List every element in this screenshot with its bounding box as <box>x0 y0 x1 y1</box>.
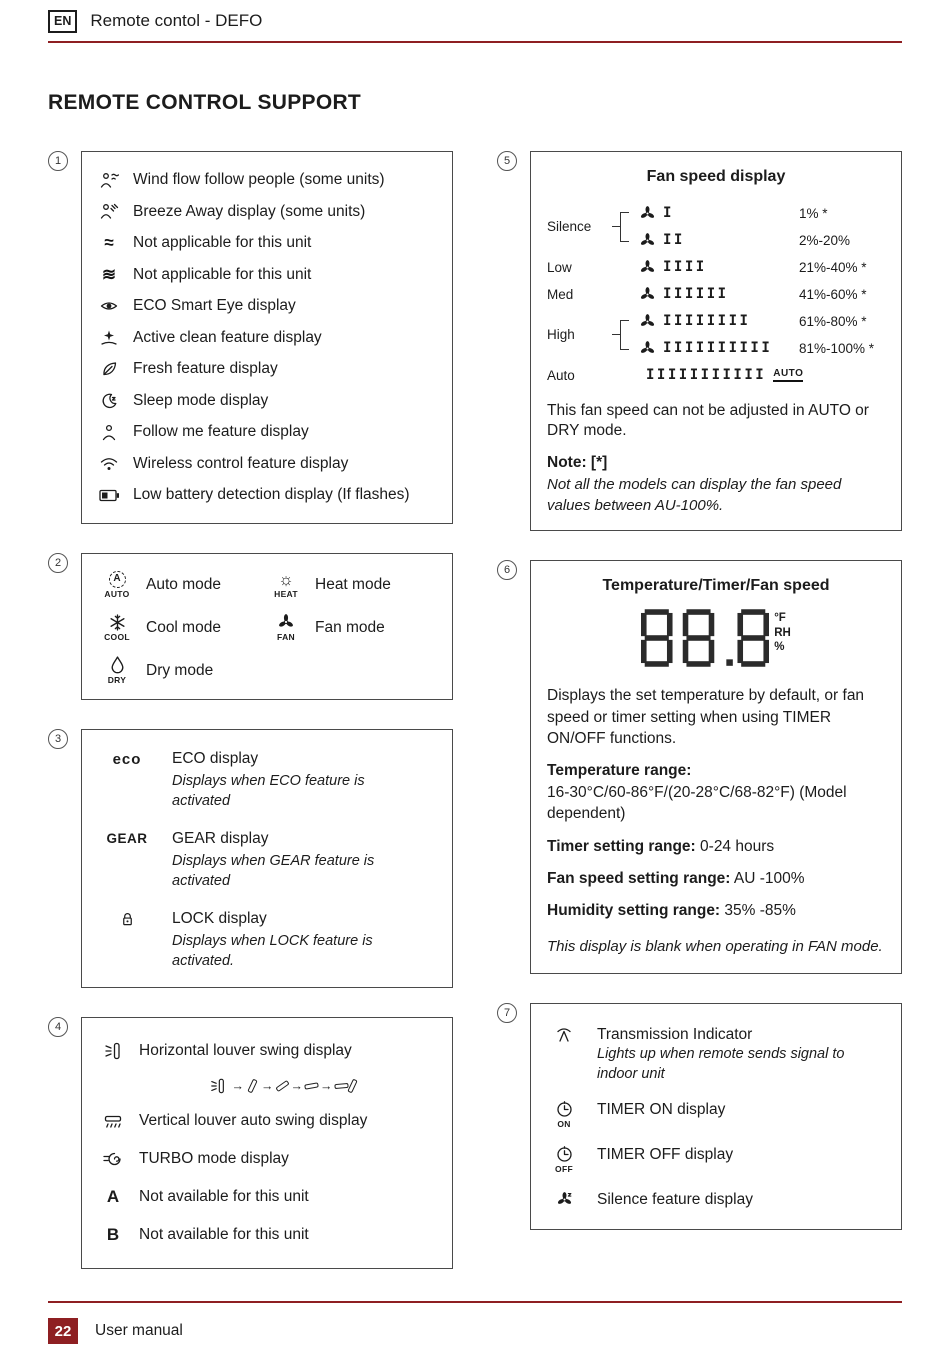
unit-rh: RH <box>774 626 791 639</box>
timer-range: Timer setting range: 0-24 hours <box>547 837 775 855</box>
auto-letter: A <box>109 571 126 588</box>
list-item <box>96 910 438 971</box>
feature-description: Displays when LOCK feature is activated. <box>172 933 373 969</box>
breeze-away-icon <box>94 203 124 220</box>
display-description: Displays the set temperature by default, or fan speed or timer setting when using TIMER ON/OFF functions. <box>547 687 865 748</box>
feature-label: Low battery detection display (If flashes) <box>133 486 410 504</box>
fan-speed-note: This fan speed can not be adjusted in AUTO or DRY mode. <box>547 401 869 440</box>
list-item <box>94 480 438 512</box>
triple-wave-icon: ≋ <box>101 264 117 284</box>
note-italic: Not all the models can display the fan speed values between AU-100%. <box>547 476 842 515</box>
mode-item <box>100 652 269 689</box>
list-item <box>94 291 438 323</box>
auto-indicator: AUTO <box>773 368 803 382</box>
section-number-badge: 1 <box>48 151 68 171</box>
list-item <box>94 417 438 449</box>
gear-text-icon: GEAR <box>106 831 148 846</box>
fan-icon <box>639 340 656 357</box>
range-label: 2%-20% <box>799 232 851 248</box>
section-2 <box>48 553 453 700</box>
louver-swing-box <box>81 1017 453 1269</box>
mode-item <box>269 566 438 603</box>
group-label: Auto <box>547 367 575 383</box>
feature-label: Sleep mode display <box>133 391 269 409</box>
auto-mode-icon: A AUTO <box>100 571 134 599</box>
section-1 <box>48 151 453 525</box>
silence-feature-icon <box>547 1191 581 1208</box>
fan-speed-box <box>530 151 902 532</box>
unit-percent: % <box>774 641 785 654</box>
note-label: Note: [*] <box>547 454 608 472</box>
section-4 <box>48 1017 453 1269</box>
speed-bars: IIII <box>663 259 707 275</box>
feature-title: Transmission Indicator <box>597 1025 753 1043</box>
fan-speed-row <box>629 335 799 362</box>
section-number-badge: 7 <box>497 1003 517 1023</box>
indicator-box <box>530 1003 902 1230</box>
feature-label: Not applicable for this unit <box>133 265 312 283</box>
list-item <box>94 165 438 197</box>
feature-label: Wind flow follow people (some units) <box>133 171 385 189</box>
speed-bars: IIIIIIIIIII <box>646 367 767 383</box>
speed-bars: II <box>663 232 685 248</box>
speed-bars: IIIIII <box>663 286 729 302</box>
section-6 <box>497 560 902 973</box>
lcd-display <box>547 609 885 667</box>
list-item <box>547 1026 885 1084</box>
feature-label: Not available for this unit <box>139 1188 309 1205</box>
arrow-icon: → <box>231 1079 244 1093</box>
louver-flap-icon <box>347 1079 357 1094</box>
feature-title: ECO display <box>172 750 259 767</box>
feature-label: Horizontal louver swing display <box>139 1042 352 1059</box>
speed-bars: IIIIIIIIII <box>663 340 773 356</box>
page-number: 22 <box>48 1318 78 1344</box>
group-label: Med <box>547 286 574 302</box>
list-item <box>94 448 438 480</box>
feature-title: GEAR display <box>172 830 269 847</box>
list-item <box>96 830 438 891</box>
fan-icon <box>639 232 656 249</box>
section-3 <box>48 729 453 988</box>
feature-description: Displays when ECO feature is activated <box>172 773 365 809</box>
fan-speed-row <box>629 227 799 254</box>
temperature-display-box <box>530 560 902 973</box>
fan-mode-icon: FAN <box>269 613 303 642</box>
mode-item <box>269 609 438 646</box>
fan-speed-row <box>629 308 799 335</box>
section-7 <box>497 1003 902 1230</box>
feature-label: Active clean feature display <box>133 328 322 346</box>
eco-text-icon: eco <box>112 751 142 768</box>
feature-title: TIMER OFF display <box>597 1145 734 1163</box>
fan-speed-row <box>629 254 799 281</box>
louver-flap-icon <box>247 1079 257 1094</box>
list-item <box>94 196 438 228</box>
mode-item <box>100 609 269 646</box>
feature-label: Not available for this unit <box>139 1226 309 1243</box>
page-title: REMOTE CONTROL SUPPORT <box>48 90 362 114</box>
page-header <box>48 0 902 43</box>
list-item <box>98 1140 438 1178</box>
feature-label: Not applicable for this unit <box>133 234 312 252</box>
right-column <box>497 151 902 1299</box>
feature-label: Fresh feature display <box>133 360 278 378</box>
list-item <box>547 1191 885 1209</box>
box-title: Fan speed display <box>646 167 786 185</box>
fan-mode-footnote: This display is blank when operating in FAN mode. <box>547 937 883 955</box>
list-item <box>547 1101 885 1129</box>
feature-label: Wireless control feature display <box>133 454 349 472</box>
section-number-badge: 6 <box>497 560 517 580</box>
feature-label: Breeze Away display (some units) <box>133 202 366 220</box>
list-item <box>98 1178 438 1216</box>
mode-label: Fan mode <box>315 618 385 636</box>
vertical-louver-swing-icon <box>98 1113 128 1130</box>
unit-fahrenheit: °F <box>774 612 786 625</box>
feature-title: LOCK display <box>172 910 267 927</box>
letter-a-icon: A <box>106 1187 120 1206</box>
letter-b-icon: B <box>106 1225 120 1244</box>
feature-description: Lights up when remote sends signal to indoor unit <box>597 1045 845 1082</box>
arrow-icon: → <box>320 1079 333 1093</box>
louver-flap-icon <box>275 1080 289 1092</box>
feature-icons-box <box>81 151 453 525</box>
turbo-icon <box>98 1151 128 1167</box>
fan-speed-row <box>629 362 804 389</box>
range-label <box>799 362 885 389</box>
low-battery-icon <box>94 489 124 502</box>
double-wave-icon: ≈ <box>104 233 114 253</box>
fan-speed-row <box>629 281 799 308</box>
mode-icons-box <box>81 553 453 700</box>
wind-flow-follow-people-icon <box>94 172 124 189</box>
fan-icon <box>639 313 656 330</box>
humidity-range: Humidity setting range: 35% -85% <box>547 902 796 920</box>
lcd-units <box>774 609 791 654</box>
list-item <box>98 1216 438 1254</box>
fan-speed-range: Fan speed setting range: AU -100% <box>547 869 805 887</box>
section-5 <box>497 151 902 532</box>
eco-smart-eye-icon <box>94 299 124 313</box>
group-label: Low <box>547 259 572 275</box>
wireless-icon <box>94 456 124 471</box>
language-badge: EN <box>48 10 77 33</box>
list-item <box>94 354 438 386</box>
mode-label: Cool mode <box>146 618 221 636</box>
louver-flap-icon <box>210 1078 226 1094</box>
left-column <box>48 151 453 1299</box>
fan-icon <box>639 286 656 303</box>
active-clean-icon <box>94 330 124 346</box>
bracket <box>620 320 629 350</box>
range-label: 81%-100% * <box>799 340 875 356</box>
section-number-badge: 4 <box>48 1017 68 1037</box>
fan-speed-table <box>547 200 885 389</box>
fan-icon <box>639 259 656 276</box>
footer-label: User manual <box>95 1322 183 1339</box>
list-item <box>547 1146 885 1174</box>
timer-off-icon: OFF <box>547 1146 581 1174</box>
list-item <box>94 322 438 354</box>
follow-me-icon <box>94 424 124 441</box>
seven-segment-display <box>641 609 769 667</box>
document-title: Remote contol - DEFO <box>90 11 263 31</box>
eco-gear-lock-box <box>81 729 453 988</box>
feature-title: TIMER ON display <box>597 1100 726 1118</box>
range-label: 41%-60% * <box>799 286 867 302</box>
section-number-badge: 5 <box>497 151 517 171</box>
horizontal-louver-swing-icon <box>98 1042 128 1060</box>
arrow-icon: → <box>261 1079 274 1093</box>
feature-label: TURBO mode display <box>139 1150 289 1167</box>
feature-label: ECO Smart Eye display <box>133 297 296 315</box>
fan-speed-row <box>629 200 799 227</box>
temperature-range: Temperature range: 16-30°C/60-86°F/(20-28°C/68-82°F) (Model dependent) <box>547 762 847 823</box>
group-label: High <box>547 327 575 342</box>
speed-bars: IIIIIIII <box>663 313 751 329</box>
range-label: 1% * <box>799 205 828 221</box>
sleep-moon-icon <box>94 393 124 409</box>
list-item <box>96 750 438 811</box>
louver-position-sequence <box>98 1070 438 1102</box>
lock-icon <box>96 910 158 971</box>
content-columns <box>48 151 902 1299</box>
range-label: 61%-80% * <box>799 313 867 329</box>
list-item <box>94 228 438 260</box>
feature-description: Displays when GEAR feature is activated <box>172 853 375 889</box>
group-label: Silence <box>547 219 592 234</box>
list-item <box>94 259 438 291</box>
section-number-badge: 2 <box>48 553 68 573</box>
fresh-leaf-icon <box>94 361 124 377</box>
feature-label: Follow me feature display <box>133 423 309 441</box>
page-footer <box>48 1301 902 1344</box>
feature-title: Silence feature display <box>597 1190 753 1208</box>
mode-label: Heat mode <box>315 575 391 593</box>
section-number-badge: 3 <box>48 729 68 749</box>
feature-label: Vertical louver auto swing display <box>139 1112 368 1129</box>
list-item <box>94 385 438 417</box>
range-label: 21%-40% * <box>799 259 867 275</box>
bracket <box>620 212 629 242</box>
mode-item <box>100 566 269 603</box>
box-title: Temperature/Timer/Fan speed <box>602 577 830 595</box>
heat-mode-icon: ☼ HEAT <box>274 569 298 599</box>
transmission-indicator-icon <box>547 1026 581 1043</box>
dry-mode-icon: DRY <box>100 656 134 685</box>
list-item <box>98 1032 438 1070</box>
arrow-icon: → <box>290 1079 303 1093</box>
list-item <box>98 1102 438 1140</box>
louver-flap-icon <box>304 1082 319 1089</box>
mode-label: Auto mode <box>146 575 221 593</box>
mode-label: Dry mode <box>146 661 214 679</box>
fan-icon <box>639 205 656 222</box>
louver-flap-icon <box>334 1083 348 1089</box>
speed-bars: I <box>663 205 674 221</box>
timer-on-icon: ON <box>547 1101 581 1129</box>
cool-mode-icon: COOL <box>100 614 134 642</box>
